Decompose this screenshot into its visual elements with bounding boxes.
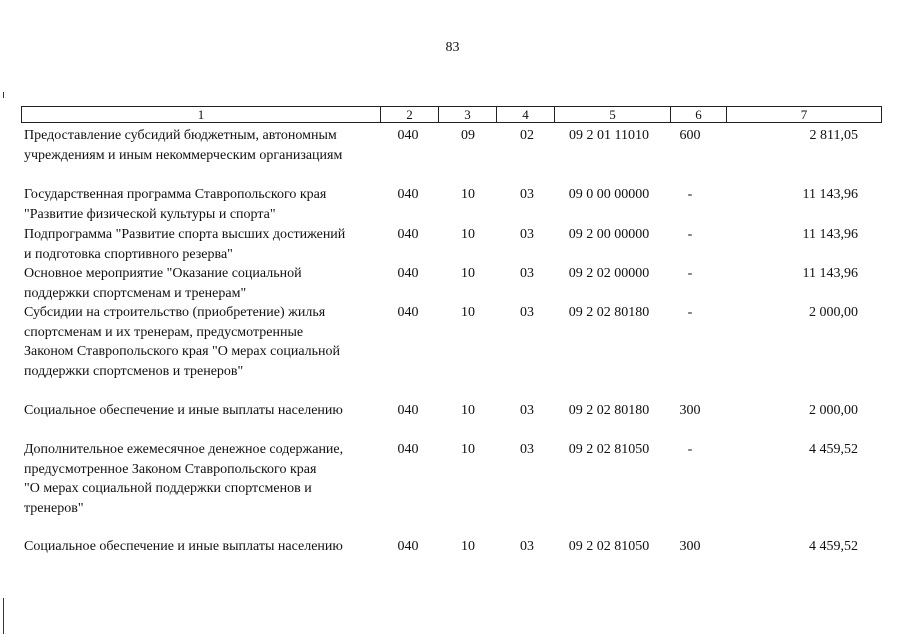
row-col-4: 03 [520,227,534,242]
row-name-line: и подготовка спортивного резерва" [24,246,233,262]
row-col-2: 040 [397,266,419,281]
row-col-2: 040 [397,403,419,418]
header-col-1: 1 [22,107,381,123]
row-col-7: 4 459,52 [809,442,858,457]
row-col-4: 03 [520,305,534,320]
row-name-line: учреждениям и иным некоммерческим организациям [24,147,343,163]
row-name [24,440,374,518]
row-name-line: Субсидии на строительство (приобретение) жилья [24,305,326,320]
row-name-line: Дополнительное ежемесячное денежное содержание, [24,442,344,457]
row-col-7: 11 143,96 [802,187,858,202]
row-col-7: 2 811,05 [809,128,858,143]
row-name-line: "О мерах социальной поддержки спортсменов и [24,481,312,496]
row-col-5: 09 2 02 81050 [568,442,650,457]
row-col-5: 09 0 00 00000 [568,187,650,202]
row-col-6: 300 [679,539,701,554]
row-col-2: 040 [397,539,419,554]
row-name-line: тренеров" [24,500,84,516]
row-col-4: 03 [520,442,534,457]
row-col-2: 040 [397,305,419,320]
row-name [24,401,374,421]
row-col-4: 03 [520,266,534,281]
header-col-5: 5 [555,107,671,123]
row-col-7: 4 459,52 [809,539,858,554]
row-name-line: поддержки спортсменам и тренерам" [24,285,247,301]
page-number: 83 [445,40,460,55]
row-name [24,303,374,381]
row-col-7: 11 143,96 [802,227,858,242]
row-col-5: 09 2 02 80180 [568,305,650,320]
table-header [21,106,882,123]
row-col-3: 10 [461,442,475,457]
header-col-7: 7 [727,107,882,123]
row-col-3: 10 [461,403,475,418]
row-name-line: предусмотренное Законом Ставропольского края [24,461,317,477]
row-col-3: 10 [461,539,475,554]
row-col-6: - [687,305,693,320]
row-col-6: - [687,266,693,281]
row-name-line: Социальное обеспечение и иные выплаты населению [24,403,343,418]
row-col-3: 10 [461,305,475,320]
row-col-3: 10 [461,227,475,242]
row-col-5: 09 2 02 80180 [568,403,650,418]
row-col-4: 03 [520,403,534,418]
row-col-6: - [687,227,693,242]
header-col-3: 3 [439,107,497,123]
row-col-4: 02 [520,128,534,143]
header-col-6: 6 [671,107,727,123]
row-col-3: 10 [461,266,475,281]
row-col-7: 2 000,00 [809,305,858,320]
row-col-5: 09 2 02 00000 [568,266,650,281]
row-name [24,537,374,557]
header-col-4: 4 [497,107,555,123]
scan-margin-mark-top [3,92,4,98]
row-name-line: спортсменам и их тренерам, предусмотренные [24,324,304,340]
row-col-2: 040 [397,442,419,457]
row-col-6: - [687,442,693,457]
row-name [24,185,374,224]
row-col-6: 600 [679,128,701,143]
row-col-2: 040 [397,187,419,202]
row-name-line: "Развитие физической культуры и спорта" [24,206,276,222]
row-col-7: 11 143,96 [802,266,858,281]
row-col-2: 040 [397,227,419,242]
row-col-2: 040 [397,128,419,143]
row-col-6: - [687,187,693,202]
row-name [24,264,374,303]
row-col-4: 03 [520,187,534,202]
row-name-line: Социальное обеспечение и иные выплаты населению [24,539,343,554]
row-name-line: Законом Ставропольского края "О мерах социальной [24,344,341,359]
row-name-line: Государственная программа Ставропольского края [24,187,327,202]
row-name-line: Предоставление субсидий бюджетным, автономным [24,128,337,143]
row-name-line: Основное мероприятие "Оказание социальной [24,266,302,281]
row-col-5: 09 2 01 11010 [569,128,649,143]
row-col-3: 10 [461,187,475,202]
row-name-line: поддержки спортсменов и тренеров" [24,363,244,379]
row-col-6: 300 [679,403,701,418]
row-col-5: 09 2 02 81050 [568,539,650,554]
row-name [24,225,374,264]
row-name-line: Подпрограмма "Развитие спорта высших достижений [24,227,346,242]
header-col-2: 2 [381,107,439,123]
row-col-4: 03 [520,539,534,554]
row-col-5: 09 2 00 00000 [568,227,650,242]
row-name [24,126,374,165]
row-col-3: 09 [461,128,475,143]
row-col-7: 2 000,00 [809,403,858,418]
scan-margin-mark-bottom [3,598,4,634]
